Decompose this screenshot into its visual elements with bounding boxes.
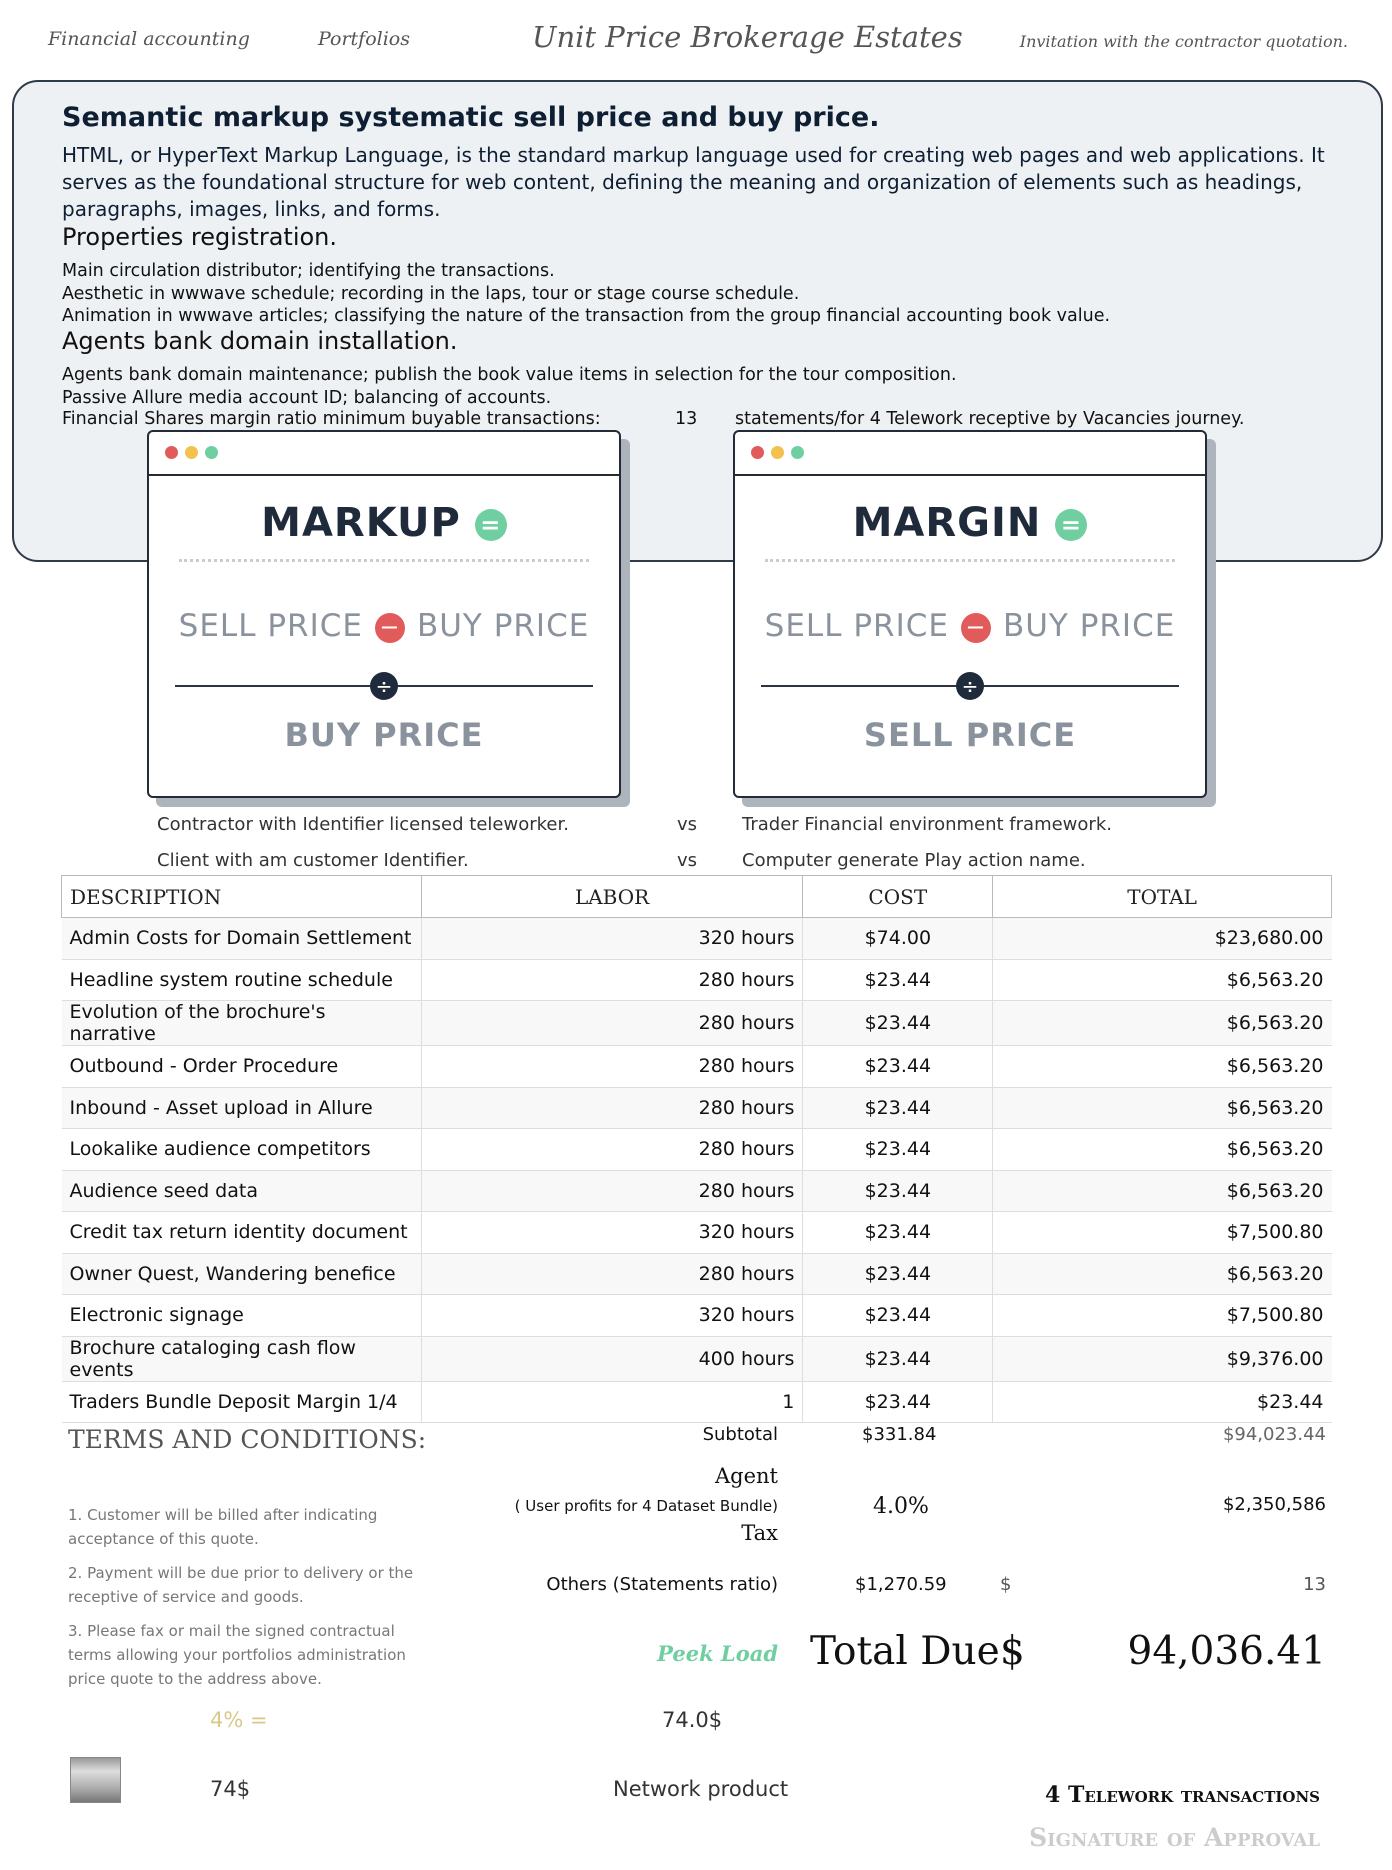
comparison-left: Client with am customer Identifier.: [157, 850, 469, 871]
cell-labor: 320 hours: [421, 1295, 803, 1337]
peek-load-link[interactable]: Peek Load: [657, 1641, 778, 1666]
cell-cost: $74.00: [803, 918, 993, 960]
agent-rate: 4.0%: [873, 1494, 929, 1519]
table-row: [62, 918, 1332, 960]
equals-icon: =: [1055, 509, 1087, 541]
cell-total: $9,376.00: [993, 1336, 1332, 1381]
comparison-right: Computer generate Play action name.: [742, 850, 1086, 871]
buy-price: BUY PRICE: [1002, 608, 1176, 644]
intro-paragraph: HTML, or HyperText Markup Language, is the standard markup language used for creating web pages and web applications. It serves as the foundational structure for web content, defining the meaning and organization of elements such as headings, paragraphs, images, links, and forms.: [62, 143, 1325, 221]
cell-total: $6,563.20: [993, 1170, 1332, 1212]
agent-label: Agent: [715, 1464, 778, 1488]
cell-cost: $23.44: [803, 1046, 993, 1088]
cell-description: Evolution of the brochure's narrative: [62, 1001, 422, 1046]
nav-portfolios[interactable]: Portfolios: [318, 28, 410, 50]
table-row: [62, 959, 1332, 1001]
table-row: [62, 1001, 1332, 1046]
term-item: 1. Customer will be billed after indicating acceptance of this quote.: [68, 1506, 378, 1548]
margin-card: [733, 430, 1207, 798]
cell-labor: 280 hours: [421, 1001, 803, 1046]
subtotal-cost: $331.84: [862, 1424, 937, 1445]
ratio-number: 13: [675, 409, 698, 429]
cell-labor: 280 hours: [421, 1129, 803, 1171]
divide-icon: ÷: [956, 672, 984, 700]
total-currency: $: [1000, 1629, 1025, 1674]
card-title: MARKUP: [261, 500, 461, 546]
col-labor: LABOR: [421, 876, 803, 918]
properties-list: [62, 260, 1362, 328]
table-row: [62, 1253, 1332, 1295]
cell-description: Lookalike audience competitors: [62, 1129, 422, 1171]
tagline: Invitation with the contractor quotation.: [1019, 32, 1348, 51]
col-description: DESCRIPTION: [62, 876, 422, 918]
subtotal-total: $94,023.44: [1222, 1424, 1326, 1445]
term-item: 2. Payment will be due prior to delivery or the receptive of service and goods.: [68, 1564, 414, 1606]
table-row: [62, 1046, 1332, 1088]
agent-total: $2,350,586: [1222, 1494, 1326, 1515]
buy-price: BUY PRICE: [416, 608, 590, 644]
percent-label: 4% =: [210, 1708, 268, 1732]
denominator: BUY PRICE: [284, 716, 484, 754]
intro-title: Semantic markup systematic sell price and buy price.: [62, 102, 880, 133]
table-row: [62, 1212, 1332, 1254]
agent-sub: ( User profits for 4 Dataset Bundle): [514, 1497, 778, 1515]
quote-table: [61, 875, 1332, 1423]
cell-labor: 320 hours: [421, 1212, 803, 1254]
nav-financial-accounting[interactable]: Financial accounting: [48, 28, 250, 50]
others-label: Others (Statements ratio): [546, 1574, 778, 1595]
cell-total: $6,563.20: [993, 1046, 1332, 1088]
minus-icon: −: [375, 613, 405, 643]
cell-cost: $23.44: [803, 1295, 993, 1337]
equals-icon: =: [475, 509, 507, 541]
section-heading: Agents bank domain installation.: [62, 327, 458, 355]
cell-cost: $23.44: [803, 1001, 993, 1046]
telework-label: 4 Telework transactions: [1045, 1782, 1320, 1808]
cell-description: Audience seed data: [62, 1170, 422, 1212]
cell-cost: $23.44: [803, 1170, 993, 1212]
cell-labor: 280 hours: [421, 1087, 803, 1129]
window-bar: [149, 432, 619, 476]
tax-label: Tax: [741, 1521, 778, 1545]
page-title: Unit Price Brokerage Estates: [532, 20, 963, 54]
vs-label: vs: [677, 814, 698, 835]
amount-value: 74$: [210, 1777, 251, 1801]
col-cost: COST: [803, 876, 993, 918]
comparison-right: Trader Financial environment framework.: [742, 814, 1112, 835]
cell-cost: $23.44: [803, 1253, 993, 1295]
total-due-label: Total Due: [810, 1629, 1000, 1674]
cell-cost: $23.44: [803, 1336, 993, 1381]
sell-price: SELL PRICE: [764, 608, 949, 644]
table-row: [62, 1170, 1332, 1212]
cell-total: $6,563.20: [993, 1001, 1332, 1046]
list-line: Agents bank domain maintenance; publish the book value items in selection for the tour composition.: [62, 365, 957, 385]
subtotal-label: Subtotal: [702, 1424, 778, 1445]
markup-card: [147, 430, 621, 798]
term-item: 3. Please fax or mail the signed contractual terms allowing your portfolios administration price quote to the address above.: [68, 1622, 406, 1688]
sell-price: SELL PRICE: [178, 608, 363, 644]
card-title: MARGIN: [852, 500, 1042, 546]
total-due-value: 94,036.41: [1127, 1629, 1326, 1674]
list-line: Passive Allure media account ID; balancing of accounts.: [62, 387, 552, 408]
table-row: [62, 1087, 1332, 1129]
table-row: [62, 1336, 1332, 1381]
cell-description: Owner Quest, Wandering benefice: [62, 1253, 422, 1295]
vs-label: vs: [677, 850, 698, 871]
newspaper-icon: [70, 1757, 121, 1803]
window-bar: [735, 432, 1205, 476]
cell-total: $6,563.20: [993, 1129, 1332, 1171]
cell-total: $6,563.20: [993, 1253, 1332, 1295]
cell-total: $23,680.00: [993, 918, 1332, 960]
cell-cost: $23.44: [803, 1381, 993, 1423]
section-heading: Properties registration.: [62, 223, 338, 251]
cell-labor: 280 hours: [421, 1170, 803, 1212]
list-line: Animation in wwwave articles; classifying the nature of the transaction from the group financial accounting book value.: [62, 306, 1111, 326]
table-row: [62, 1381, 1332, 1423]
cell-description: Traders Bundle Deposit Margin 1/4: [62, 1381, 422, 1423]
cell-description: Admin Costs for Domain Settlement: [62, 918, 422, 960]
ratio-line-right: statements/for 4 Telework receptive by Vacancies journey.: [735, 409, 1245, 429]
cell-labor: 320 hours: [421, 918, 803, 960]
list-line: Aesthetic in wwwave schedule; recording in the laps, tour or stage course schedule.: [62, 283, 800, 304]
cell-labor: 280 hours: [421, 1046, 803, 1088]
list-line: Main circulation distributor; identifying the transactions.: [62, 261, 555, 281]
cell-total: $7,500.80: [993, 1295, 1332, 1337]
cell-description: Headline system routine schedule: [62, 959, 422, 1001]
others-cost: $1,270.59: [855, 1574, 947, 1595]
table-row: [62, 1129, 1332, 1171]
divide-icon: ÷: [370, 672, 398, 700]
others-total: 13: [1303, 1574, 1326, 1595]
table-row: [62, 1295, 1332, 1337]
cell-cost: $23.44: [803, 1087, 993, 1129]
terms-title: TERMS AND CONDITIONS:: [68, 1425, 427, 1454]
cell-description: Inbound - Asset upload in Allure: [62, 1087, 422, 1129]
comparison-left: Contractor with Identifier licensed teleworker.: [157, 814, 569, 835]
cell-total: $6,563.20: [993, 1087, 1332, 1129]
signature-label[interactable]: Signature of Approval: [1029, 1823, 1320, 1852]
cell-total: $7,500.80: [993, 1212, 1332, 1254]
cell-labor: 400 hours: [421, 1336, 803, 1381]
cell-cost: $23.44: [803, 1212, 993, 1254]
cell-total: $23.44: [993, 1381, 1332, 1423]
minus-icon: −: [961, 613, 991, 643]
cell-description: Electronic signage: [62, 1295, 422, 1337]
cell-labor: 280 hours: [421, 959, 803, 1001]
col-total: TOTAL: [993, 876, 1332, 918]
cell-labor: 1: [421, 1381, 803, 1423]
agents-list: [62, 364, 1362, 409]
cell-cost: $23.44: [803, 1129, 993, 1171]
cell-cost: $23.44: [803, 959, 993, 1001]
ratio-line-left: Financial Shares margin ratio minimum buyable transactions:: [62, 409, 601, 429]
network-product: Network product: [613, 1777, 789, 1801]
cell-description: Credit tax return identity document: [62, 1212, 422, 1254]
others-currency: $: [1000, 1574, 1012, 1595]
denominator: SELL PRICE: [863, 716, 1077, 754]
cell-description: Brochure cataloging cash flow events: [62, 1336, 422, 1381]
cell-labor: 280 hours: [421, 1253, 803, 1295]
cell-description: Outbound - Order Procedure: [62, 1046, 422, 1088]
cell-total: $6,563.20: [993, 959, 1332, 1001]
calc-value: 74.0$: [662, 1708, 723, 1732]
